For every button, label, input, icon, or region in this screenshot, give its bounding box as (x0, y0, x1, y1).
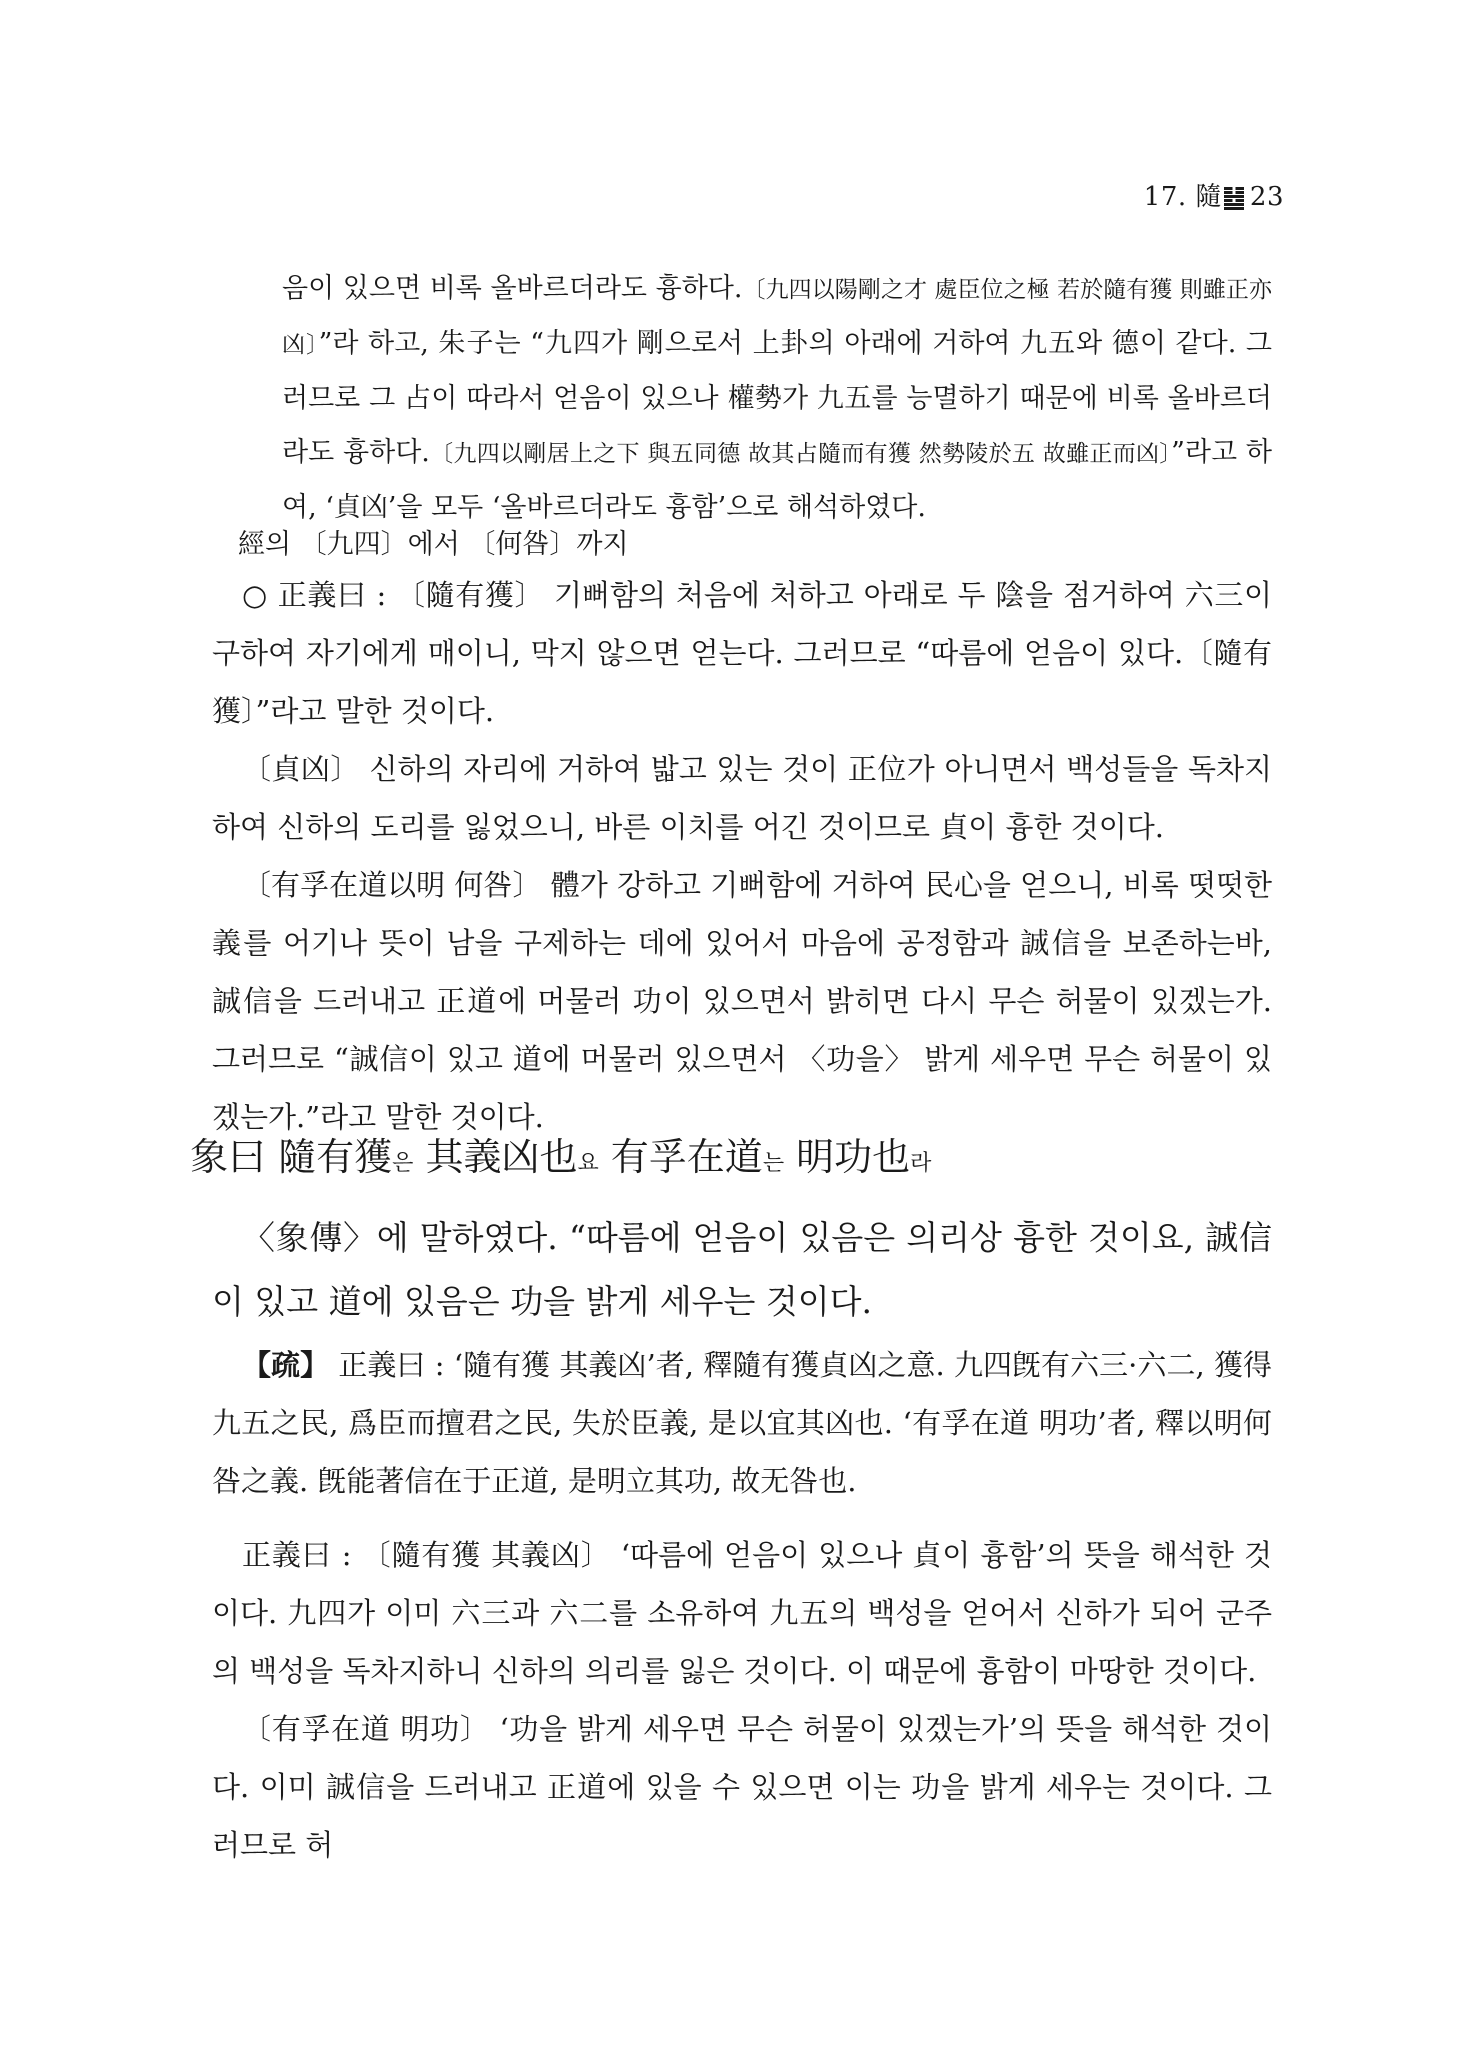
paragraph: 〔有孚在道以明 何咎〕 體가 강하고 기뻐함에 거하여 民心을 얻으니, 비록 떳떳한 義를 어기나 뜻이 남을 구제하는 데에 있어서 마음에 공정함과 誠信을 보존하는바, 誠信을 드러내고 正道에 머물러 功이 있으면서 밝히면 다시 무슨 허물이 있겠는가. 그러므로 “誠信이 있고 道에 머물러 있으면서 〈功을〉 밝게 세우면 무슨 허물이 있겠는가.”라고 말한 것이다. (212, 868, 1272, 1134)
note-text-3: ”라고 하여, ‘貞凶’을 모두 ‘올바르더라도 흉함’으로 해석하였다. (282, 437, 1273, 523)
section-commentary-2 (212, 1526, 1272, 1874)
heading-particle: 은 (392, 1151, 414, 1176)
paragraph: 〔貞凶〕 신하의 자리에 거하여 밟고 있는 것이 正位가 아니면서 백성들을 독차지하여 신하의 도리를 잃었으니, 바른 이치를 어긴 것이므로 貞이 흉한 것이다. (212, 752, 1272, 844)
section-heading (190, 1130, 931, 1191)
paragraph: 〔有孚在道 明功〕 ‘功을 밝게 세우면 무슨 허물이 있겠는가’의 뜻을 해석한 것이다. 이미 誠信을 드러내고 正道에 있을 수 있으면 이는 功을 밝게 세우는 것이다. 그러므로 허 (212, 1712, 1272, 1862)
page-number: 23 (1249, 182, 1284, 212)
paragraph: 正義曰 : 〔隨有獲 其義凶〕 ‘따름에 얻음이 있으나 貞이 흉함’의 뜻을 해석한 것이다. 九四가 이미 六三과 六二를 소유하여 九五의 백성을 얻어서 신하가 되어 군주의 백성을 독차지하니 신하의 의리를 잃은 것이다. 이 때문에 흉함이 마땅한 것이다. (212, 1538, 1272, 1688)
page-header (1144, 176, 1284, 213)
heading-text: 有孚在道 (598, 1135, 763, 1179)
heading-particle: 는 (762, 1151, 785, 1176)
section-commentary-1 (212, 566, 1272, 1146)
heading-particle: 요 (577, 1151, 599, 1176)
translation-text: 〈象傳〉에 말하였다. “따름에 얻음이 있음은 의리상 흉한 것이요, 誠信이 있고 道에 있음은 功을 밝게 세우는 것이다. (212, 1218, 1272, 1321)
translation-block (212, 1206, 1272, 1334)
commentary-block (212, 1336, 1272, 1510)
paragraph: ○ 正義曰 : 〔隨有獲〕 기뻐함의 처음에 처하고 아래로 두 陰을 점거하여 六三이 구하여 자기에게 매이니, 막지 않으면 얻는다. 그러므로 “따름에 얻음이 있다.〔隨有獲〕”라고 말한 것이다. (212, 578, 1272, 728)
footnote-block (282, 262, 1272, 535)
commentary-tag: 【疏】 (242, 1348, 330, 1382)
note-text-2: ”라 하고, 朱子는 “九四가 剛으로서 上卦의 아래에 거하여 九五와 德이 같다. 그러므로 그 占이 따라서 얻음이 있으나 權勢가 九五를 능멸하기 때문에 비록 올바르더라도 흉하다. (282, 328, 1272, 468)
note-citation-2: 〔九四以剛居上之下 與五同德 故其占隨而有獲 然勢陵於五 故雖正而凶〕 (429, 441, 1172, 467)
heading-text: 象曰 隨有獲 (190, 1135, 393, 1179)
passage-label: 經의 〔九四〕에서 〔何咎〕까지 (238, 529, 629, 560)
commentary-text: 正義曰 : ‘隨有獲 其義凶’者, 釋隨有獲貞凶之意. 九四旣有六三·六二, 獲得九五之民, 爲臣而擅君之民, 失於臣義, 是以宜其凶也. ‘有孚在道 明功’者, 釋以明何咎之義. 旣能著信在于正道, 是明立其功, 故无咎也. (212, 1348, 1272, 1498)
note-citation-1: 〔九四以陽剛之才 處臣位之極 若於隨有獲 則雖正亦凶〕 (282, 277, 1272, 358)
heading-text: 其義凶也 (413, 1135, 578, 1179)
note-text-1: 음이 있으면 비록 올바르더라도 흉하다. (282, 273, 743, 304)
chapter-title: 17. 隨 (1143, 182, 1222, 212)
heading-particle: 라 (910, 1151, 932, 1176)
hexagram-sui-icon (1224, 187, 1244, 207)
heading-text: 明功也 (784, 1135, 911, 1179)
